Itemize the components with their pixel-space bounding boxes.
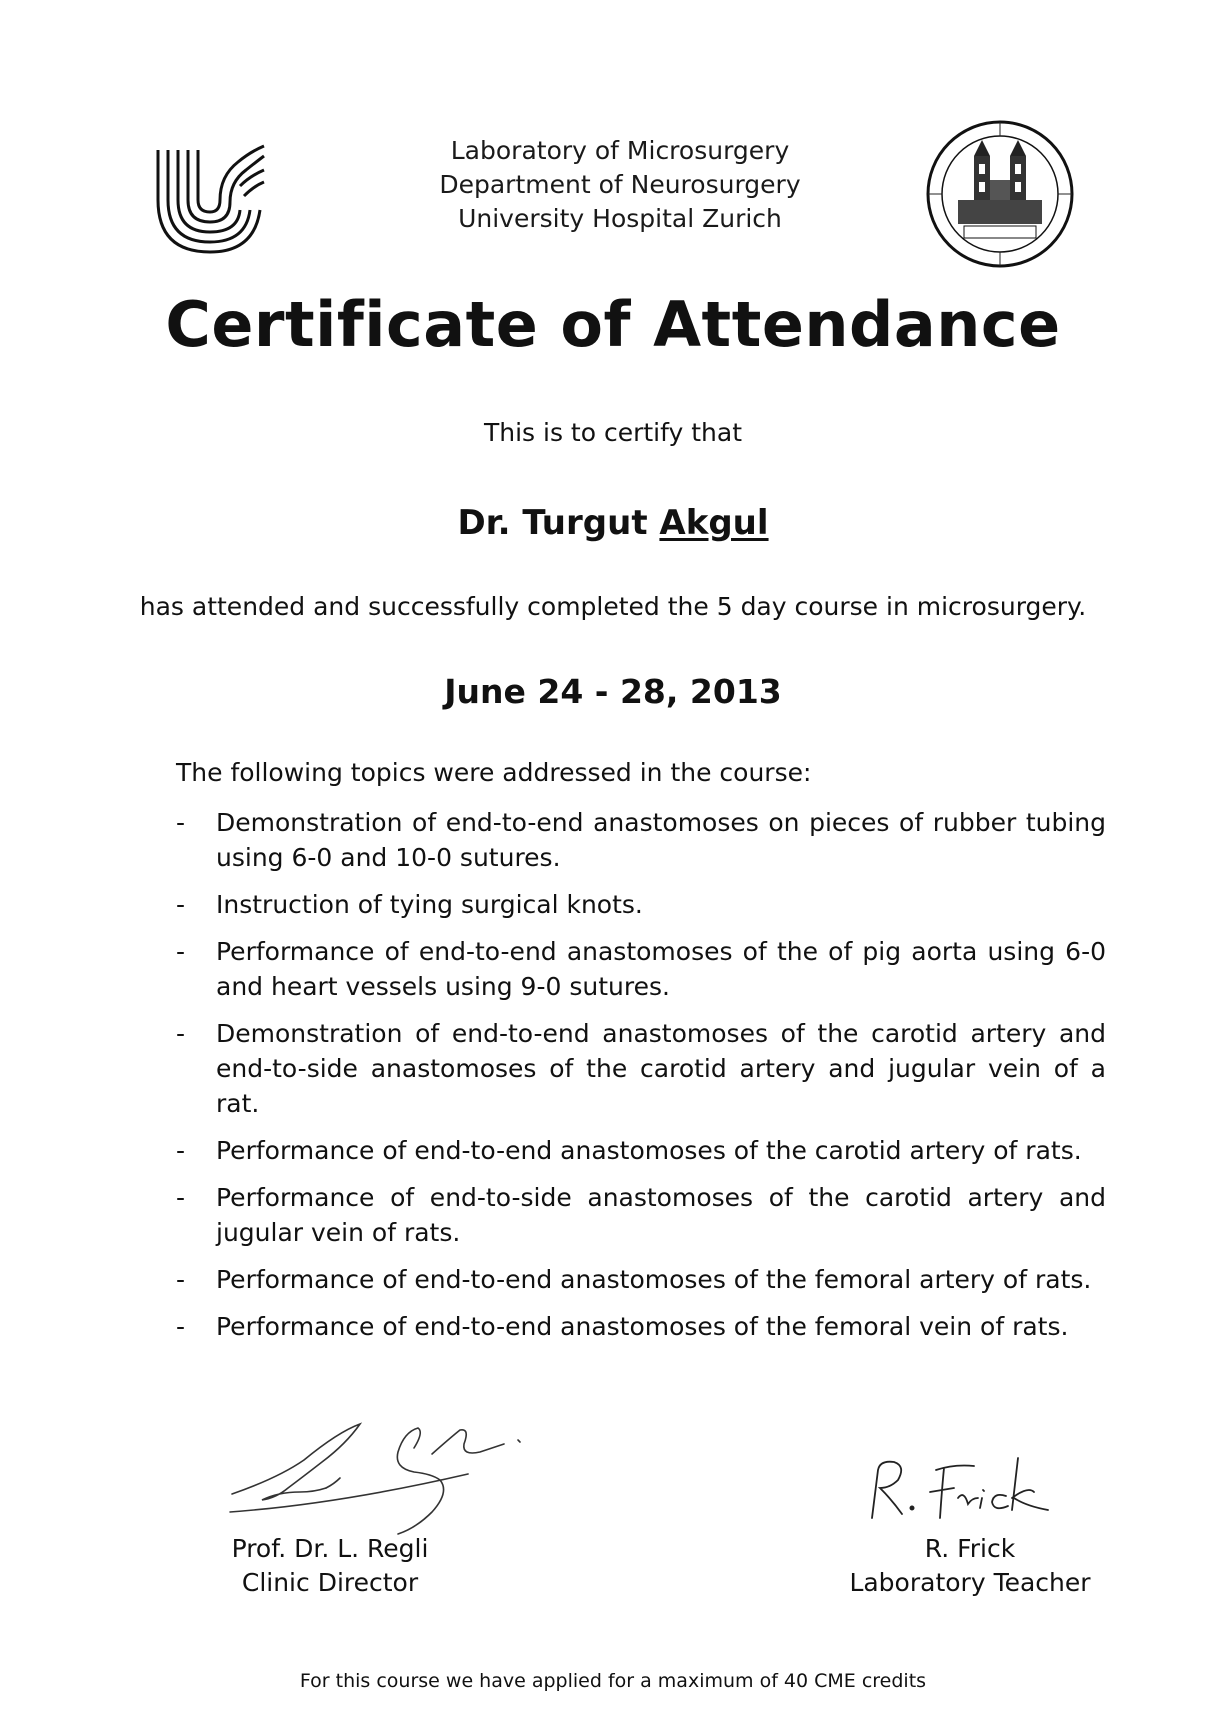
frick-signature-icon xyxy=(858,1448,1058,1528)
signer-left-role: Clinic Director xyxy=(241,1568,419,1597)
list-item: - Performance of end-to-side anastomoses of the carotid artery and jugular vein of rats. xyxy=(176,1183,1106,1247)
list-item: - Performance of end-to-end anastomoses of the of pig aorta using 6-0 and heart vessels using 9-0 sutures. xyxy=(176,937,1106,1001)
signer-right xyxy=(820,1532,1120,1600)
topics-list xyxy=(176,805,1106,1356)
recipient-last-name: Akgul xyxy=(659,503,769,543)
list-item: - Performance of end-to-end anastomoses of the carotid artery of rats. xyxy=(176,1136,1082,1165)
recipient-name xyxy=(0,503,1226,543)
list-item: - Demonstration of end-to-end anastomoses of the carotid artery and end-to-side anastomoses of the carotid artery and jugular vein of a rat. xyxy=(176,1019,1106,1118)
regli-signature-icon xyxy=(218,1408,558,1538)
signer-left-name: Prof. Dr. L. Regli xyxy=(231,1534,429,1563)
lab-name: Laboratory of Microsurgery xyxy=(450,136,790,165)
hospital-name: University Hospital Zurich xyxy=(458,204,782,233)
list-item: - Performance of end-to-end anastomoses of the femoral vein of rats. xyxy=(176,1312,1069,1341)
certificate-title: Certificate of Attendance xyxy=(165,288,1061,361)
list-item: - Instruction of tying surgical knots. xyxy=(176,890,643,919)
cme-credits-note: For this course we have applied for a maximum of 40 CME credits xyxy=(299,1670,927,1692)
list-item: - Performance of end-to-end anastomoses of the femoral artery of rats. xyxy=(176,1265,1092,1294)
signer-left xyxy=(180,1532,480,1600)
department-name: Department of Neurosurgery xyxy=(439,170,801,199)
list-item: - Demonstration of end-to-end anastomoses on pieces of rubber tubing using 6-0 and 10-0 sutures. xyxy=(176,808,1106,872)
university-zurich-logo-icon xyxy=(152,140,272,260)
course-dates: June 24 - 28, 2013 xyxy=(444,672,782,711)
university-seal-icon xyxy=(924,118,1076,270)
completion-text: has attended and successfully completed the 5 day course in microsurgery. xyxy=(139,592,1087,621)
recipient-first-name: Dr. Turgut xyxy=(457,503,648,543)
topics-intro: The following topics were addressed in the course: xyxy=(176,758,812,787)
signer-right-name: R. Frick xyxy=(924,1534,1016,1563)
signer-right-role: Laboratory Teacher xyxy=(849,1568,1091,1597)
certify-text: This is to certify that xyxy=(483,418,743,447)
